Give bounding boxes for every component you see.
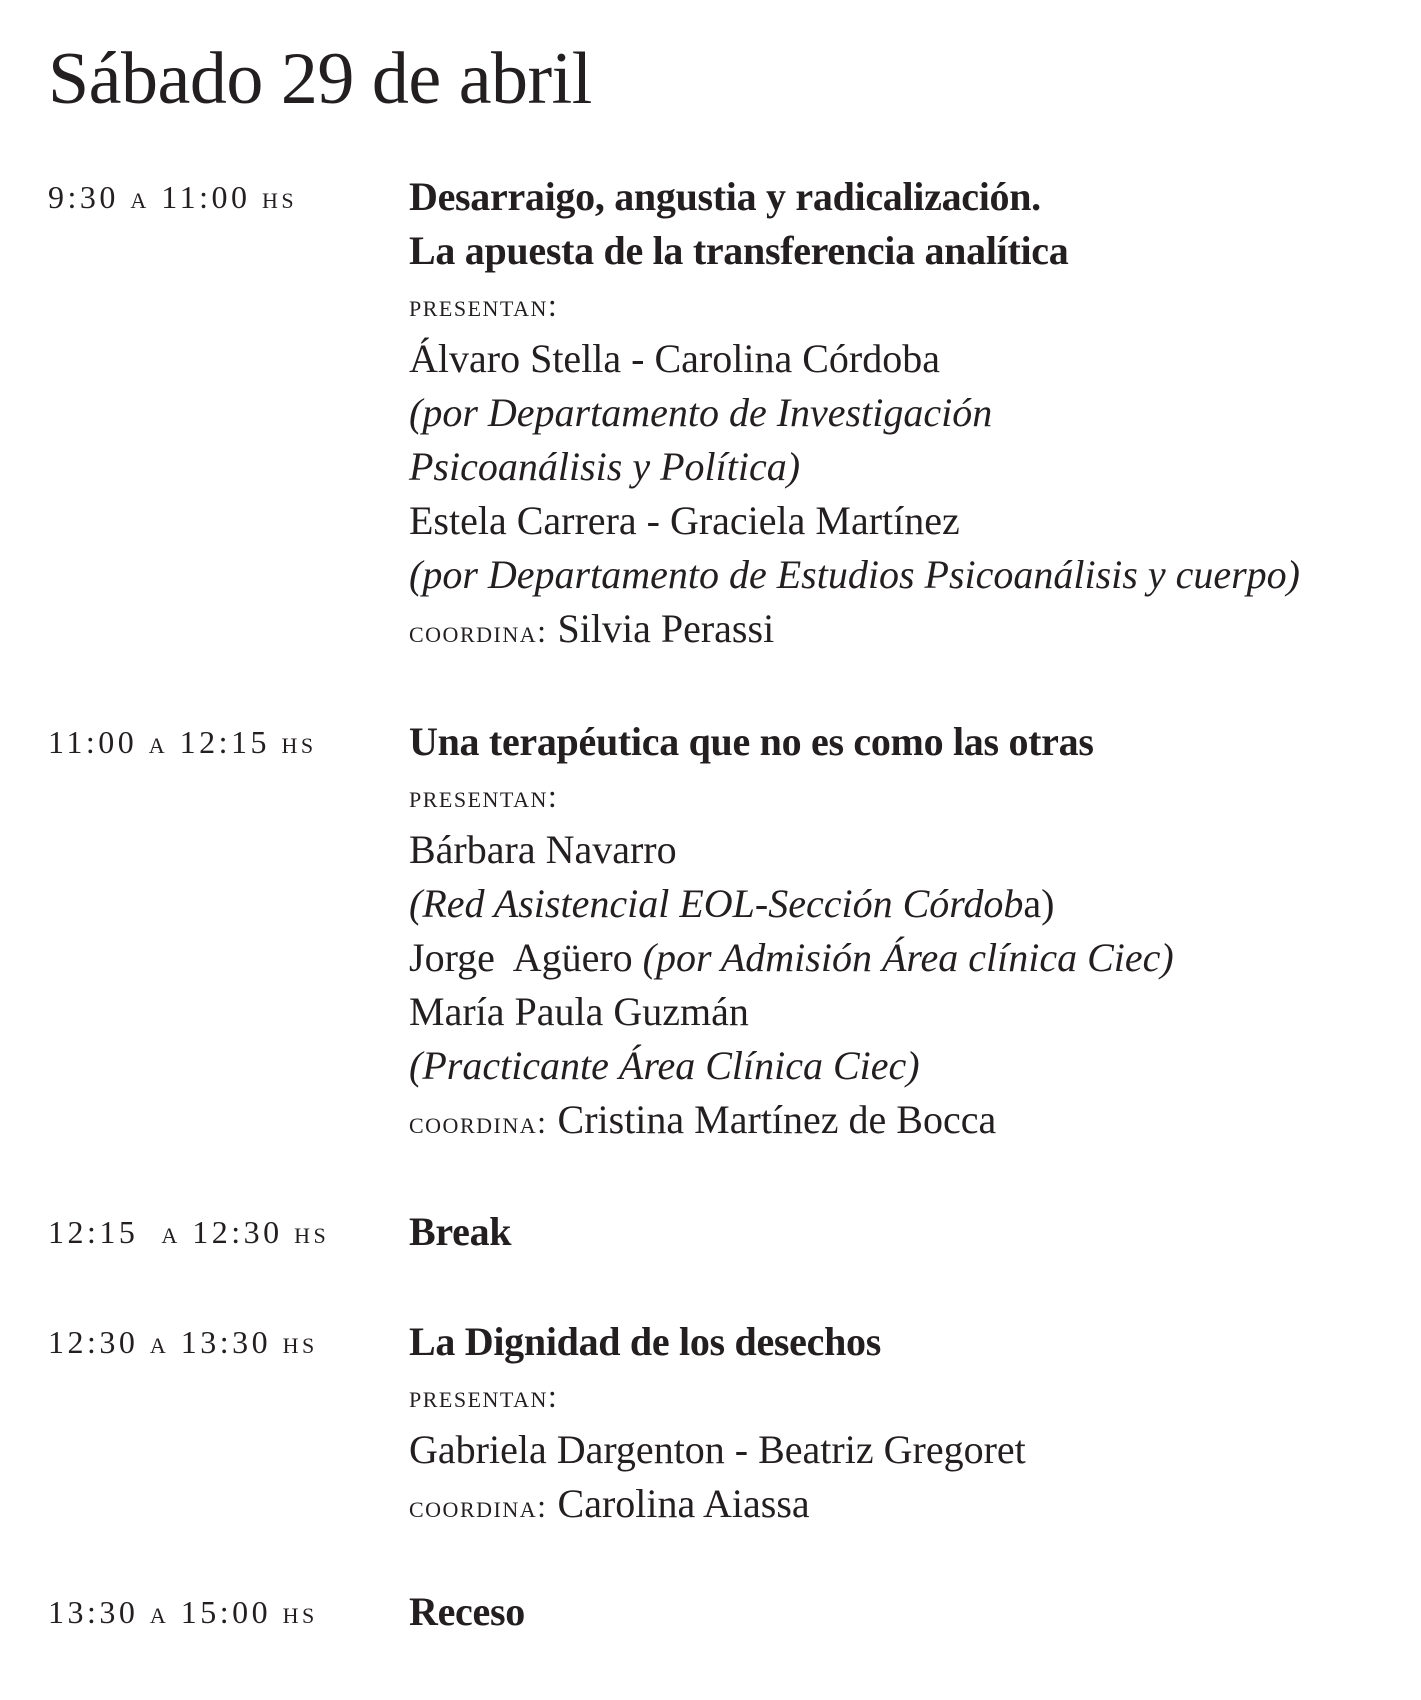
session-content xyxy=(409,1205,1409,1259)
presenter-affiliation-line xyxy=(409,877,1409,931)
coordinator-line xyxy=(409,1477,1409,1531)
coordinator-line xyxy=(409,602,1409,656)
presenter-affiliation-line-2: Psicoanálisis y Política) xyxy=(409,444,801,489)
presentan-label: presentan: xyxy=(409,1378,559,1414)
presenter-affiliation: (por Departamento de Estudios Psicoanálisis y cuerpo) xyxy=(409,552,1300,597)
session-time: 12:30 a 13:30 hs xyxy=(48,1324,318,1360)
presenter-names: Estela Carrera - Graciela Martínez xyxy=(409,498,960,543)
page-title: Sábado 29 de abril xyxy=(48,38,592,120)
presenter-names: Álvaro Stella - Carolina Córdoba xyxy=(409,336,940,381)
presenter-name: Jorge Agüero xyxy=(409,935,643,980)
presenter-affiliation: (Practicante Área Clínica Ciec) xyxy=(409,1043,920,1088)
coordinator-name: Cristina Martínez de Bocca xyxy=(547,1097,997,1142)
session-content xyxy=(409,1315,1409,1531)
presenter-affiliation-tail: a) xyxy=(1023,881,1055,926)
session-title: Receso xyxy=(409,1589,525,1634)
presenter-names: Gabriela Dargenton - Beatriz Gregoret xyxy=(409,1427,1026,1472)
session-time: 13:30 a 15:00 hs xyxy=(48,1594,318,1630)
session-title-line-1: Desarraigo, angustia y radicalización. xyxy=(409,174,1041,219)
presenter-name: Bárbara Navarro xyxy=(409,827,677,872)
presenter-name: María Paula Guzmán xyxy=(409,989,749,1034)
coordinator-line xyxy=(409,1093,1409,1147)
session-title: Break xyxy=(409,1209,512,1254)
coordina-label: coordina: xyxy=(409,1104,548,1140)
session-content xyxy=(409,1585,1409,1639)
coordina-label: coordina: xyxy=(409,1488,548,1524)
coordinator-name: Silvia Perassi xyxy=(547,606,775,651)
presenter-line xyxy=(409,931,1409,985)
session-time: 12:15 a 12:30 hs xyxy=(48,1214,330,1250)
session-content xyxy=(409,170,1409,656)
coordina-label: coordina: xyxy=(409,613,548,649)
session-content xyxy=(409,715,1409,1147)
presenter-affiliation-line-1: (por Departamento de Investigación xyxy=(409,390,993,435)
presenter-affiliation: (Red Asistencial EOL-Sección Córdob xyxy=(409,881,1024,926)
session-title-line-2: La apuesta de la transferencia analítica xyxy=(409,228,1069,273)
coordinator-name: Carolina Aiassa xyxy=(547,1481,810,1526)
presentan-label: presentan: xyxy=(409,287,559,323)
session-time: 11:00 a 12:15 hs xyxy=(48,724,317,760)
session-title: Una terapéutica que no es como las otras xyxy=(409,719,1094,764)
presentan-label: presentan: xyxy=(409,778,559,814)
session-time: 9:30 a 11:00 hs xyxy=(48,179,298,215)
presenter-affiliation: (por Admisión Área clínica Ciec) xyxy=(642,935,1174,980)
session-title: La Dignidad de los desechos xyxy=(409,1319,881,1364)
